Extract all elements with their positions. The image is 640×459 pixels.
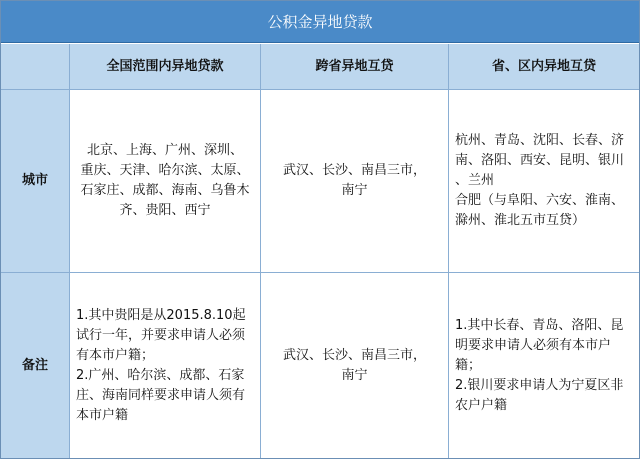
corner-cell — [1, 44, 69, 89]
grid-line — [1, 272, 639, 273]
header-intra-province: 省、区内异地互贷 — [449, 44, 639, 89]
city-cross-province — [261, 90, 448, 272]
notes-intra-province-text: 1.其中长春、青岛、洛阳、昆 明要求申请人必须有本市户 籍； 2.银川要求申请人为宁夏区非 农户户籍 — [455, 317, 624, 413]
city-nationwide — [70, 90, 260, 272]
grid-line — [1, 89, 639, 90]
city-cross-province-text: 武汉、长沙、南昌三市， 南宁 — [282, 163, 426, 198]
grid-line — [69, 44, 70, 458]
header-nationwide: 全国范围内异地贷款 — [70, 44, 260, 89]
grid-line — [260, 44, 261, 458]
grid-line — [448, 44, 449, 458]
city-intra-province-text: 杭州、青岛、沈阳、长春、济 南、洛阳、西安、昆明、银川 、兰州 合肥（与阜阳、六安、淮南、 滁州、淮北五市互贷） — [455, 133, 625, 228]
city-nationwide-text: 北京、上海、广州、深圳、 重庆、天津、哈尔滨、太原、 石家庄、成都、海南、乌鲁木 齐、贵阳、西宁 — [80, 143, 250, 218]
notes-nationwide — [70, 273, 260, 458]
row-label-notes: 备注 — [1, 273, 69, 458]
notes-cross-province — [261, 273, 448, 458]
city-intra-province — [449, 90, 639, 272]
notes-nationwide-text: 1.其中贵阳是从2015.8.10起 试行一年，并要求申请人必须 有本市户籍； 2.广州、哈尔滨、成都、石家 庄、海南同样要求申请人须有 本市户籍 — [76, 307, 246, 423]
notes-cross-province-text: 武汉、长沙、南昌三市， 南宁 — [282, 347, 426, 383]
row-label-city: 城市 — [1, 90, 69, 272]
table-title: 公积金异地贷款 — [1, 1, 639, 43]
notes-intra-province — [449, 273, 639, 458]
header-cross-province: 跨省异地互贷 — [261, 44, 448, 89]
